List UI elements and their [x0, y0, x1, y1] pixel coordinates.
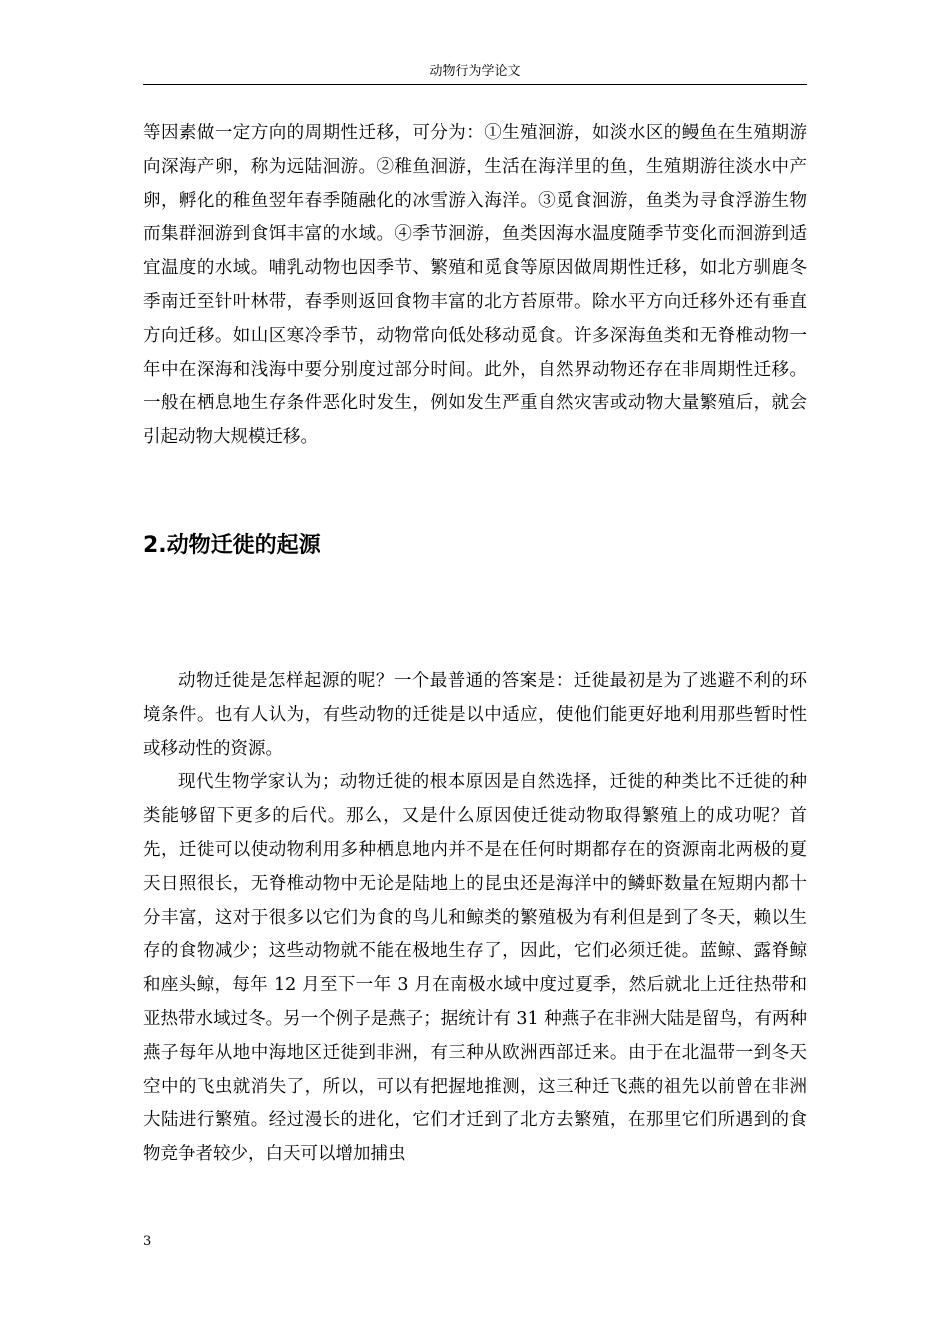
header-title: 动物行为学论文: [429, 64, 521, 79]
running-header: [143, 60, 807, 85]
continued-paragraph-block: [143, 117, 807, 455]
section-body: [143, 665, 807, 1172]
page-number: 3: [143, 1234, 152, 1249]
body-paragraph: 等因素做一定方向的周期性迁移，可分为：①生殖洄游，如淡水区的鳗鱼在生殖期游向深海产卵，称为远陆洄游。②稚鱼洄游，生活在海洋里的鱼，生殖期游往淡水中产卵，孵化的稚鱼翌年春季随融化的冰雪游入海洋。③觅食洄游，鱼类为寻食浮游生物而集群洄游到食饵丰富的水域。④季节洄游，鱼类因海水温度随季节变化而洄游到适宜温度的水域。哺乳动物也因季节、繁殖和觅食等原因做周期性迁移，如北方驯鹿冬季南迁至针叶林带，春季则返回食物丰富的北方苔原带。除水平方向迁移外还有垂直方向迁移。如山区寒冷季节，动物常向低处移动觅食。许多深海鱼类和无脊椎动物一年中在深海和浅海中要分别度过部分时间。此外，自然界动物还存在非周期性迁移。一般在栖息地生存条件恶化时发生，例如发生严重自然灾害或动物大量繁殖后，就会引起动物大规模迁移。: [143, 123, 807, 448]
body-paragraph: 现代生物学家认为；动物迁徙的根本原因是自然选择，迁徙的种类比不迁徙的种类能够留下更多的后代。那么，又是什么原因使迁徙动物取得繁殖上的成功呢？首先，迁徙可以使动物利用多种栖息地内并不是在任何时期都存在的资源南北两极的夏天日照很长，无脊椎动物中无论是陆地上的昆虫还是海洋中的鳞虾数量在短期内都十分丰富，这对于很多以它们为食的鸟儿和鲸类的繁殖极为有利但是到了冬天，赖以生存的食物减少；这些动物就不能在极地生存了，因此，它们必须迁徙。蓝鲸、露脊鲸和座头鲸，每年 12 月至下一年 3 月在南极水域中度过夏季，然后就北上迁往热带和亚热带水域过冬。另一个例子是燕子；据统计有 31 种燕子在非洲大陆是留鸟，有两种燕子每年从地中海地区迁徙到非洲，有三种从欧洲西部迁来。由于在北温带一到冬天空中的飞虫就消失了，所以，可以有把握地推测，这三种迁飞燕的祖先以前曾在非洲大陆进行繁殖。经过漫长的进化，它们才迁到了北方去繁殖，在那里它们所遇到的食物竞争者较少，白天可以增加捕虫: [143, 772, 807, 1165]
section-heading: 2.动物迁徙的起源: [143, 533, 321, 558]
body-paragraph: 动物迁徙是怎样起源的呢？一个最普通的答案是：迁徙最初是为了逃避不利的环境条件。也有人认为，有些动物的迁徙是以中适应，使他们能更好地利用那些暂时性或移动性的资源。: [143, 671, 807, 759]
